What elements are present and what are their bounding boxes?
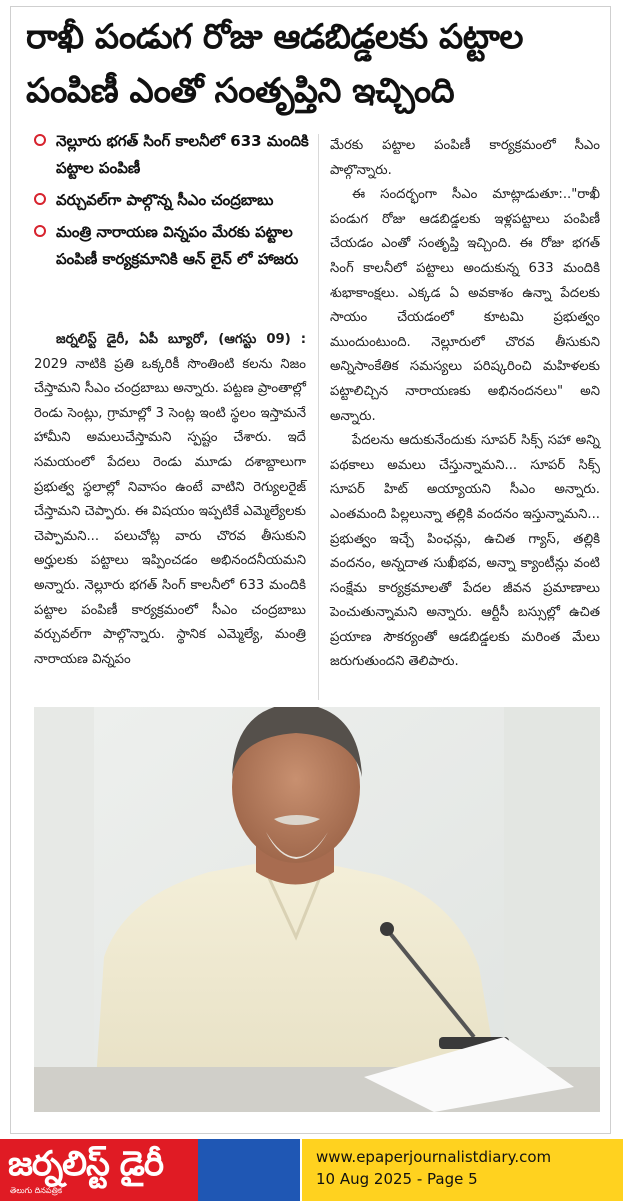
photo-illustration [34,707,600,1112]
highlight-text: వర్చువల్‌గా పాల్గొన్న సీఎం చంద్రబాబు [56,191,274,209]
news-photo [34,707,600,1112]
highlight-item [34,219,324,273]
article-column-left [34,328,306,672]
headline: రాఖీ పండుగ రోజు ఆడబిడ్డలకు పట్టాల పంపిణీ ఎంతో సంతృప్తిని ఇచ్చింది [26,17,523,111]
bullet-ring-icon [34,225,46,237]
logo-tagline: తెలుగు దినపత్రిక [10,1186,63,1195]
footer [0,1139,623,1201]
highlight-item [34,187,324,214]
bullet-ring-icon [34,193,46,205]
article-column-right [330,134,600,675]
edition-info [302,1139,623,1201]
article-paragraph: ఈ సందర్భంగా సీఎం మాట్లాడుతూ:.."రాఖీ పండుగ రోజు ఆడబిడ్డలకు ఇళ్లపట్టాలు పంపిణీ చేయడం ఎంతో సంతృప్తి ఇచ్చింది. ఈ రోజు భగత్ సింగ్ కాలనీలో పట్టాలు అందుకున్న 633 మందికి శుభాకాంక్షలు. ఎక్కడ ఏ అవకాశం ఉన్నా పేదలకు సాయం చేయడంలో కూటమి ప్రభుత్వం ముందుంటుంది. నెల్లూరులో చొరవ తీసుకుని అన్నిసాంకేతిక సమస్యలు పరిష్కరించి మహిళలకు పట్టాలిచ్చిన నారాయణకు అభినందనలు" అని అన్నారు. [330,187,600,424]
dateline: జర్నలిస్ట్ డైరీ, ఏపీ బ్యూరో, (ఆగస్టు 09) : [56,332,306,347]
column-divider [318,134,319,700]
highlight-item [34,128,324,182]
bullet-ring-icon [34,134,46,146]
highlight-text: మంత్రి నారాయణ విన్నపం మేరకు పట్టాల పంపిణీ కార్యక్రమానికి ఆన్ లైన్ లో హాజరు [56,223,299,268]
newspaper-logo [0,1139,300,1201]
edition-date: 10 Aug 2025 - Page 5 [316,1170,478,1188]
logo-text: జర్నలిస్ట్ డైరీ [8,1144,164,1184]
highlight-text: నెల్లూరు భగత్ సింగ్ కాలనీలో 633 మందికి పట్టాల పంపిణీ [56,132,309,177]
article-paragraph: పేదలను ఆదుకునేందుకు సూపర్ సిక్స్ సహా అన్ని పథకాలు అమలు చేస్తున్నామని... సూపర్ సిక్స్ సూపర్ హిట్ అయ్యాయని సీఎం అన్నారు. ఎంతమంది పిల్లలున్నా తల్లికి వందనం ఇస్తున్నామని... ప్రభుత్వం ఇచ్చే పింఛన్లు, ఉచిత గ్యాస్, తల్లికి వందనం, అన్నదాత సుఖీభవ, అన్నా క్యాంటీన్లు వంటి సంక్షేమ కార్యక్రమాలతో పేదల జీవన ప్రమాణాలు పెంచుతున్నామని అన్నారు. ఆర్టీసీ బస్సుల్లో ఉచిత ప్రయాణ సౌకర్యంతో ఆడబిడ్డలకు మరింత మేలు జరుగుతుందని తెలిపారు. [330,433,600,670]
website-link[interactable]: www.epaperjournalistdiary.com [316,1148,552,1166]
highlights-list [34,128,324,278]
article-paragraph: 2029 నాటికి ప్రతి ఒక్కరికీ సొంతింటి కలను నిజం చేస్తామని సీఎం చంద్రబాబు అన్నారు. పట్టణ ప్రాంతాల్లో రెండు సెంట్లు, గ్రామాల్లో 3 సెంట్ల ఇంటి స్థలం ఇస్తామనే హామీని అమలుచేస్తామని స్పష్టం చేశారు. ఇదే సమయంలో పేదలు రెండు మూడు దశాబ్దాలుగా ప్రభుత్వ స్థలాల్లో నివాసం ఉంటే వాటిని రెగ్యులరైజ్ చేస్తామని చెప్పారు. ఈ విషయం ఇప్పటికే ఎమ్మెల్యేలకు చెప్పామని... పలుచోట్ల వారు చొరవ తీసుకుని అర్హులకు పట్టాలు ఇప్పించడం అభినందనీయమని అన్నారు. నెల్లూరు భగత్ సింగ్ కాలనీలో 633 మందికి పట్టాల పంపిణీ కార్యక్రమంలో సీఎం చంద్రబాబు వర్చువల్‌గా పాల్గొన్నారు. స్థానిక ఎమ్మెల్యే, మంత్రి నారాయణ విన్నపం [34,356,306,667]
article-paragraph: మేరకు పట్టాల పంపిణీ కార్యక్రమంలో సీఎం పాల్గొన్నారు. [330,138,600,178]
logo-accent-block [198,1139,300,1201]
